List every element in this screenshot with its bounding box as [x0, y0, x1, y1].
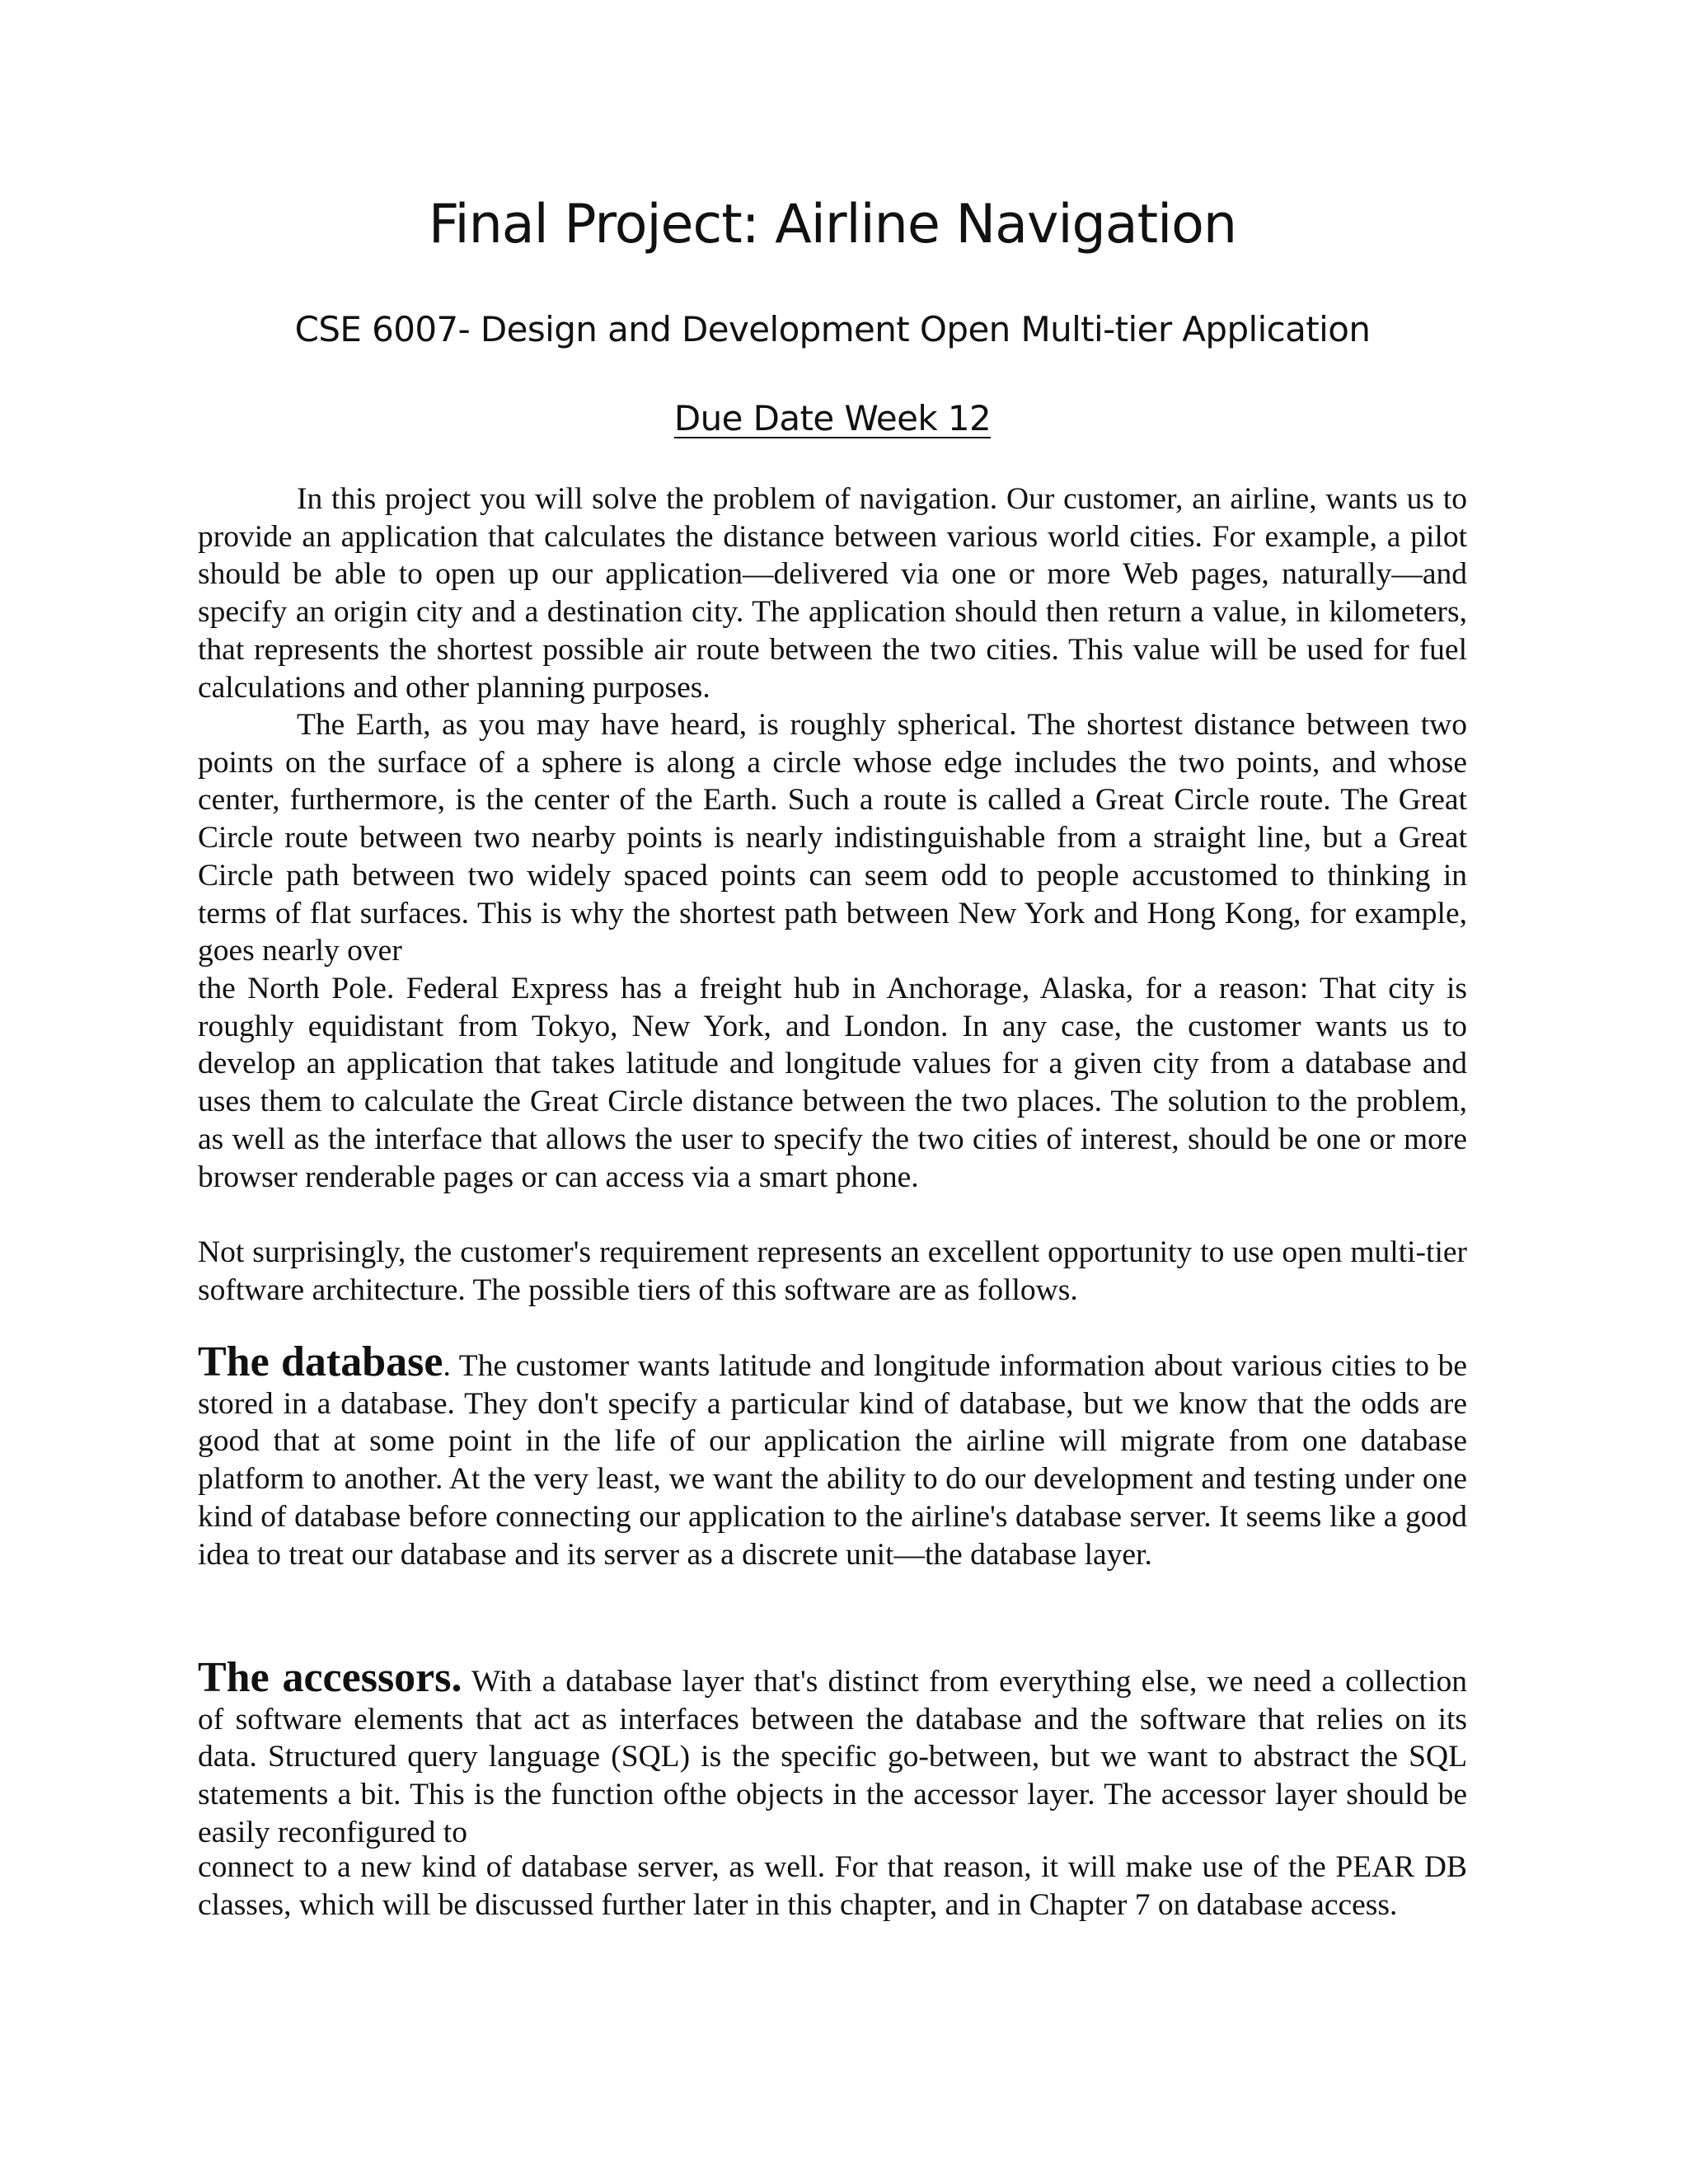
- accessors-text: With a database layer that's distinct from everything else, we need a collection of software elements that act as interfaces between the database and the software that relies on its data. Structured query language (SQL) is the specific go-between, but we want to abstract the SQL statements a bit. This is the function ofthe objects in the accessor layer. The accessor layer should be easily reconfigured to: [198, 1665, 1467, 1849]
- pear-db-paragraph: connect to a new kind of database server, as well. For that reason, it will make use of the PEAR DB classes, which will be discussed further later in this chapter, and in Chapter 7 on database access.: [198, 1850, 1467, 1922]
- accessors-heading: The accessors.: [198, 1654, 462, 1701]
- document-title: Final Project: Airline Navigation: [428, 194, 1237, 255]
- database-paragraph: [198, 1338, 1468, 1573]
- due-date-text: Due Date Week 12: [673, 398, 992, 438]
- database-text: . The customer wants latitude and longitude information about various cities to be stored in a database. They don't specify a particular kind of database, but we know that the odds are good that at some point in the life of our application the airline will migrate from one database platform to another. At the very least, we want the ability to do our development and testing under one kind of database before connecting our application to the airline's database server. It seems like a good idea to treat our database and its server as a discrete unit—the database layer.: [198, 1349, 1468, 1572]
- great-circle-paragraph: The Earth, as you may have heard, is roughly spherical. The shortest distance between two points on the surface of a sphere is along a circle whose edge includes the two points, and whose center, furthermore, is the center of the Earth. Such a route is called a Great Circle route. The Great Circle route between two nearby points is nearly indistinguishable from a straight line, but a Great Circle path between two widely spaced points can seem odd to people accustomed to thinking in terms of flat surfaces. This is why the shortest path between New York and Hong Kong, for example, goes nearly over: [198, 708, 1467, 968]
- course-subtitle: CSE 6007- Design and Development Open Multi-tier Application: [294, 309, 1371, 349]
- due-date: [198, 392, 1467, 445]
- fedex-paragraph: the North Pole. Federal Express has a freight hub in Anchorage, Alaska, for a reason: That city is roughly equidistant from Tokyo, New York, and London. In any case, the customer wants us to develop an application that takes latitude and longitude values for a given city from a database and uses them to calculate the Great Circle distance between the two places. The solution to the problem, as well as the interface that allows the user to specify the two cities of interest, should be one or more browser renderable pages or can access via a smart phone.: [198, 972, 1467, 1194]
- architecture-paragraph: Not surprisingly, the customer's requirement represents an excellent opportunity to use open multi-tier software architecture. The possible tiers of this software are as follows.: [198, 1235, 1467, 1307]
- accessors-paragraph: [198, 1654, 1467, 1852]
- database-heading: The database: [198, 1338, 443, 1385]
- intro-paragraph: In this project you will solve the problem of navigation. Our customer, an airline, wants us to provide an application that calculates the distance between various world cities. For example, a pilot should be able to open up our application—delivered via one or more Web pages, naturally—and specify an origin city and a destination city. The application should then return a value, in kilometers, that represents the shortest possible air route between the two cities. This value will be used for fuel calculations and other planning purposes.: [198, 482, 1467, 705]
